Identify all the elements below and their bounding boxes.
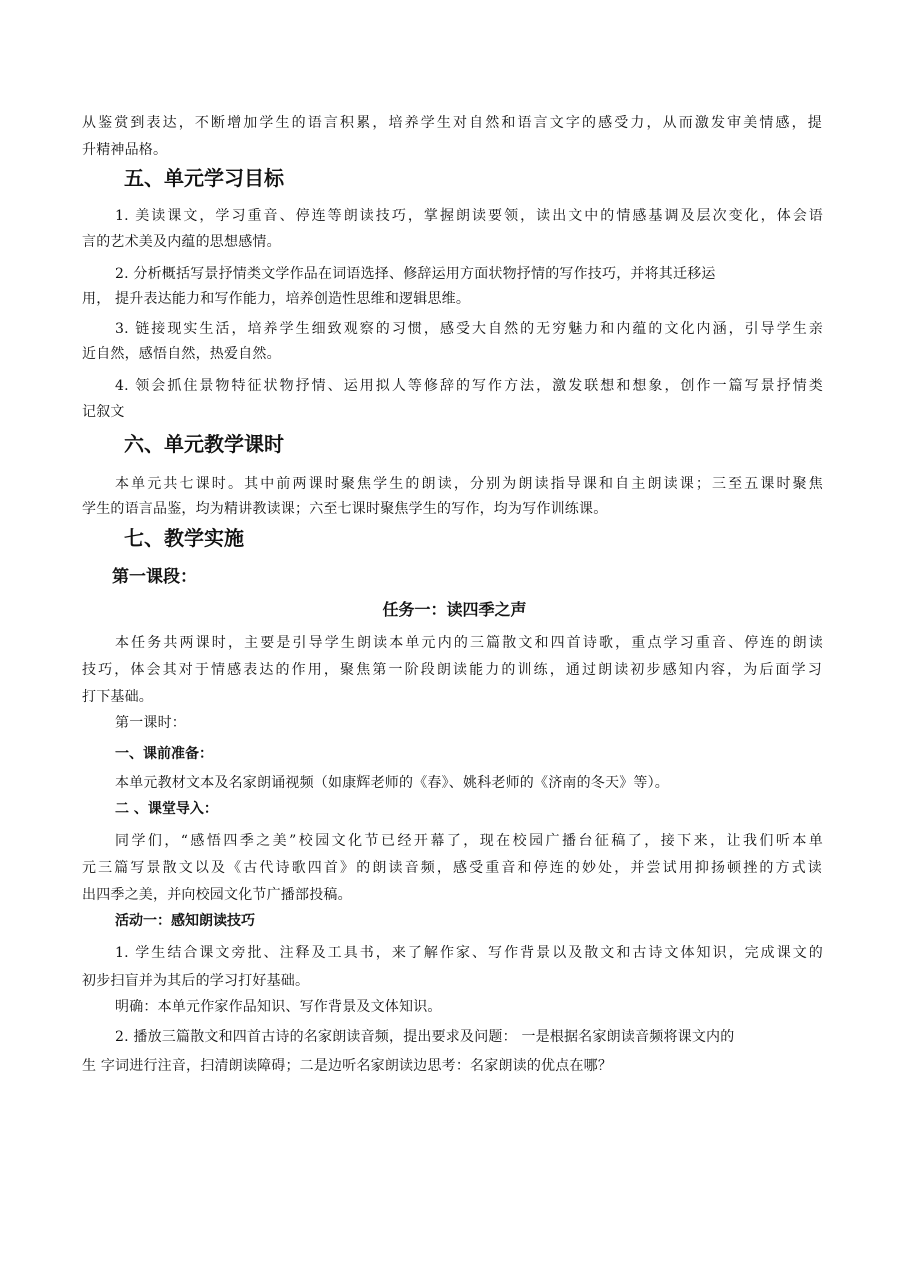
- task-intro-line-1: 本任务共两课时，主要是引导学生朗读本单元内的三篇散文和四首诗歌，重点学习重音、停连的朗读: [115, 635, 823, 651]
- goal-2-line-2: 用， 提升表达能力和写作能力，培养创造性思维和逻辑思维。: [82, 291, 471, 307]
- section-six-line-1: 本单元共七课时。其中前两课时聚焦学生的朗读，分别为朗读指导课和自主朗读课；三至五课时聚焦: [115, 476, 823, 492]
- intro-line-2: 升精神品格。: [82, 142, 168, 158]
- goal-4-line-2: 记叙文: [82, 404, 125, 420]
- section-five-title: 五、单元学习目标: [124, 166, 284, 190]
- class-intro-title: 二 、课堂导入：: [115, 801, 218, 817]
- goal-2-line-1: 2. 分析概括写景抒情类文学作品在词语选择、修辞运用方面状物抒情的写作技巧，并将其迁移运: [115, 266, 716, 282]
- goal-3-line-1: 3. 链接现实生活，培养学生细致观察的习惯，感受大自然的无穷魅力和内蕴的文化内涵，引导学生亲: [115, 321, 823, 337]
- stage-title: 第一课段：: [112, 567, 197, 587]
- intro-line-1: 从鉴赏到表达，不断增加学生的语言积累，培养学生对自然和语言文字的感受力，从而激发审美情感，提: [82, 115, 822, 131]
- task-title: 任务一：读四季之声: [382, 600, 527, 619]
- activity-one-item1-line-2: 初步扫盲并为其后的学习打好基础。: [82, 973, 310, 989]
- activity-one-title: 活动一：感知朗读技巧: [115, 913, 255, 929]
- section-six-line-2: 学生的语言品鉴，均为精讲教读课；六至七课时聚焦学生的写作，均为写作训练课。: [82, 501, 608, 517]
- activity-one-clarify: 明确：本单元作家作品知识、写作背景及文体知识。: [115, 999, 442, 1015]
- class-intro-line-2: 元三篇写景散文以及《古代诗歌四首》的朗读音频，感受重音和停连的妙处，并尝试用抑扬顿挫的方式读: [82, 860, 822, 876]
- task-intro-line-3: 打下基础。: [82, 689, 153, 705]
- prep-title: 一、课前准备：: [115, 746, 213, 762]
- goal-1-line-1: 1. 美读课文，学习重音、停连等朗读技巧，掌握朗读要领，读出文中的情感基调及层次变化，体会语: [115, 208, 823, 224]
- goal-3-line-2: 近自然，感悟自然，热爱自然。: [82, 346, 281, 362]
- class-intro-line-1: 同学们，“感悟四季之美”校园文化节已经开幕了，现在校园广播台征稿了，接下来，让我们听本单: [115, 833, 823, 849]
- activity-one-item2-line-1: 2. 播放三篇散文和四首古诗的名家朗读音频，提出要求及问题： 一是根据名家朗读音频将课文内的: [115, 1029, 735, 1045]
- activity-one-item2-line-2: 生 字词进行注音，扫清朗读障碍；二是边听名家朗读边思考：名家朗读的优点在哪？: [82, 1058, 613, 1074]
- goal-1-line-2: 言的艺术美及内蕴的思想感情。: [82, 234, 281, 250]
- section-six-title: 六、单元教学课时: [124, 432, 284, 456]
- goal-4-line-1: 4. 领会抓住景物特征状物抒情、运用拟人等修辞的写作方法，激发联想和想象，创作一篇写景抒情类: [115, 378, 823, 394]
- class-intro-line-3: 出四季之美，并向校园文化节广播部投稿。: [82, 887, 352, 903]
- lesson-title: 第一课时：: [115, 715, 186, 731]
- section-seven-title: 七、教学实施: [124, 526, 244, 550]
- prep-line-1: 本单元教材文本及名家朗诵视频（如康辉老师的《春》、姚科老师的《济南的冬天》等）。: [115, 775, 669, 791]
- activity-one-item1-line-1: 1. 学生结合课文旁批、注释及工具书，来了解作家、写作背景以及散文和古诗文体知识，完成课文的: [115, 945, 823, 961]
- task-intro-line-2: 技巧，体会其对于情感表达的作用，聚焦第一阶段朗读能力的训练，通过朗读初步感知内容，为后面学习: [82, 662, 822, 678]
